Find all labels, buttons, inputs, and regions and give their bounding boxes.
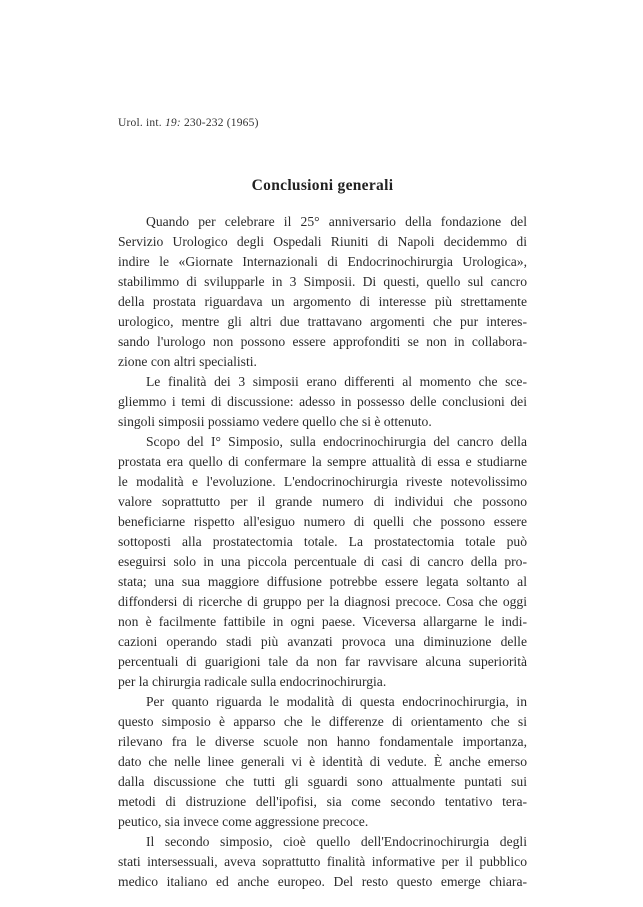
paragraph-line: Le finalità dei 3 simposii erano differenti al momento che sce- (146, 374, 527, 389)
paragraph-line: non è facilmente fattibile in ogni paese. Viceversa allargarne le indi- (118, 614, 527, 629)
paragraph-line: beneficiarne rispetto all'esiguo numero di quelli che possono essere (118, 514, 527, 529)
paragraph-line: stata; una sua maggiore diffusione potrebbe essere legata soltanto al (118, 574, 527, 589)
journal-volume: 19: (164, 117, 181, 129)
paragraph-line: zione con altri specialisti. (118, 354, 257, 369)
paragraph-line: percentuali di guarigioni tale da non far ravvisare alcuna superiorità (118, 654, 527, 669)
article-body (118, 212, 527, 892)
paragraph-line: le modalità e l'evoluzione. L'endocrinochirurgia riveste notevolissimo (118, 474, 527, 489)
paragraph-line: sando l'urologo non possono essere approfonditi se non in collabora- (118, 334, 527, 349)
paragraph-line: eseguirsi solo in una piccola percentuale di casi di cancro della pro- (118, 554, 527, 569)
journal-name: Urol. int. (118, 117, 162, 129)
paragraph-line: per la chirurgia radicale sulla endocrinochirurgia. (118, 674, 387, 689)
paragraph-line: stati intersessuali, aveva soprattutto finalità informative per il pubblico (118, 854, 527, 869)
paragraph-line: Quando per celebrare il 25° anniversario della fondazione del (146, 214, 527, 229)
paragraph-line: cazioni operando stadi più avanzati provoca una diminuzione delle (118, 634, 527, 649)
paragraph-line: valore soprattutto per il grande numero di individui che possono (118, 494, 527, 509)
journal-pages: 230-232 (1965) (183, 117, 259, 129)
citation-header (118, 117, 259, 129)
article-title: Conclusioni generali (251, 177, 394, 194)
paragraph-line: peutico, sia invece come aggressione precoce. (118, 814, 369, 829)
paragraph-line: della prostata riguardava un argomento di interesse più strettamente (118, 294, 527, 309)
paragraph-line: Il secondo simposio, cioè quello dell'Endocrinochirurgia degli (146, 834, 527, 849)
paragraph-line: indire le «Giornate Internazionali di Endocrinochirurgia Urologica», (118, 254, 527, 269)
paragraph-line: urologico, mentre gli altri due trattavano argomenti che pur interes- (118, 314, 527, 329)
paragraph-line: metodi di distruzione dell'ipofisi, sia come secondo tentativo tera- (118, 794, 527, 809)
paragraph-line: medico italiano ed anche europeo. Del resto questo emerge chiara- (118, 874, 527, 889)
paragraph-line: gliemmo i temi di discussione: adesso in possesso delle conclusioni dei (118, 394, 527, 409)
paragraph-line: stabilimmo di svilupparle in 3 Simposii. Di questi, quello sul cancro (118, 274, 527, 289)
paragraph-line: diffondersi di ricerche di gruppo per la diagnosi precoce. Cosa che oggi (118, 594, 527, 609)
paragraph-line: rilevano fra le diverse scuole non hanno fondamentale importanza, (118, 734, 527, 749)
paragraph-line: questo simposio è apparso che le differenze di orientamento che si (118, 714, 527, 729)
paragraph-line: prostata era quello di confermare la sempre attualità di essa e studiarne (118, 454, 527, 469)
paragraph-line: dato che nelle linee generali vi è identità di vedute. È anche emerso (118, 754, 527, 769)
paragraph-line: Servizio Urologico degli Ospedali Riuniti di Napoli decidemmo di (118, 234, 527, 249)
paragraph-line: singoli simposii possiamo vedere quello che si è ottenuto. (118, 414, 432, 429)
paragraph-line: Scopo del I° Simposio, sulla endocrinochirurgia del cancro della (146, 434, 527, 449)
paragraph-line: Per quanto riguarda le modalità di questa endocrinochirurgia, in (146, 694, 527, 709)
paragraph-line: dalla discussione che tutti gli sguardi sono attualmente puntati sui (118, 774, 527, 789)
paragraph-line: sottoposti alla prostatectomia totale. La prostatectomia totale può (118, 534, 527, 549)
